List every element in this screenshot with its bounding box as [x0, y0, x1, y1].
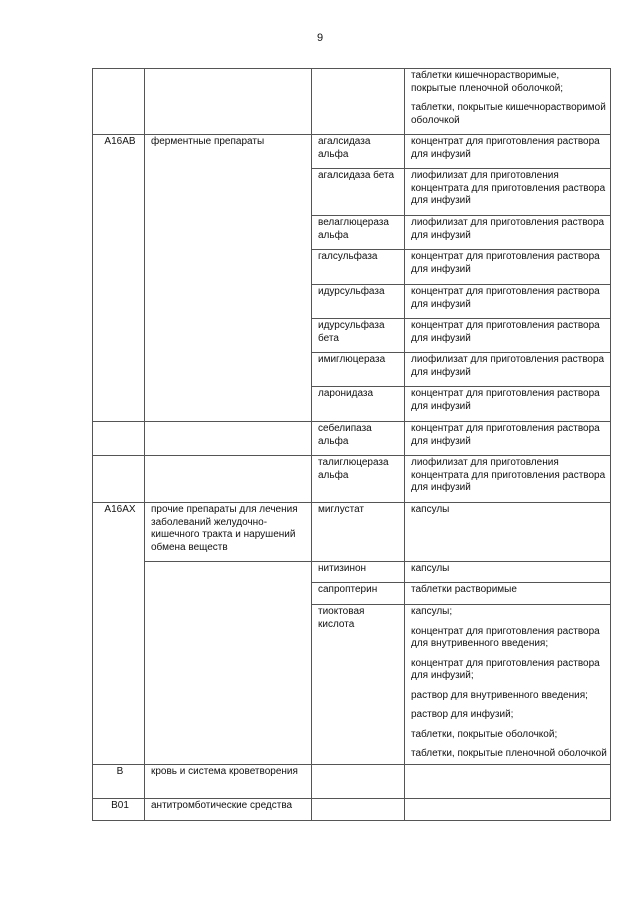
- dosage-form: капсулы: [411, 563, 450, 574]
- drug-table: [92, 68, 611, 821]
- dosage-form: капсулы: [411, 504, 450, 515]
- drug-cell: [312, 798, 405, 820]
- group-cell: антитромботические средства: [145, 798, 312, 820]
- drug-cell: имиглюцераза: [312, 353, 405, 387]
- dosage-forms-cell: [405, 135, 611, 169]
- drug-cell: тиоктовая кислота: [312, 605, 405, 765]
- dosage-form: таблетки, покрытые пленочной оболочкой: [411, 748, 607, 759]
- dosage-form: концентрат для приготовления раствора для инфузий: [411, 423, 600, 447]
- group-cell: ферментные препараты: [145, 135, 312, 422]
- dosage-form: лиофилизат для приготовления раствора для инфузий: [411, 217, 605, 241]
- table-row: [93, 456, 611, 503]
- drug-cell: миглустат: [312, 503, 405, 562]
- dosage-form: таблетки растворимые: [411, 584, 517, 595]
- drug-cell: нитизинон: [312, 562, 405, 583]
- dosage-form: раствор для внутривенного введения;: [411, 689, 588, 701]
- group-cell: [145, 456, 312, 503]
- atc-code-cell: [93, 456, 145, 503]
- drug-cell: агалсидаза бета: [312, 169, 405, 216]
- atc-code-cell: [93, 69, 145, 135]
- drug-cell: ларонидаза: [312, 387, 405, 422]
- dosage-forms-cell: [405, 456, 611, 503]
- dosage-form: таблетки, покрытые кишечнорастворимой оболочкой: [411, 102, 606, 126]
- dosage-form: концентрат для приготовления раствора для инфузий: [411, 286, 600, 310]
- dosage-forms-cell: [405, 69, 611, 135]
- group-cell: кровь и система кроветворения: [145, 764, 312, 798]
- dosage-form: таблетки, покрытые оболочкой;: [411, 728, 558, 740]
- dosage-form: лиофилизат для приготовления концентрата для приготовления раствора для инфузий: [411, 170, 606, 206]
- table-row: [93, 503, 611, 562]
- drug-cell: агалсидаза альфа: [312, 135, 405, 169]
- table-row: [93, 764, 611, 798]
- dosage-form: лиофилизат для приготовления раствора для инфузий: [411, 354, 605, 378]
- dosage-form: концентрат для приготовления раствора для инфузий: [411, 251, 600, 275]
- table-row: [93, 69, 611, 135]
- drug-cell: галсульфаза: [312, 250, 405, 285]
- group-cell: прочие препараты для лечения заболеваний желудочно-кишечного тракта и нарушений обмена веществ: [145, 503, 312, 562]
- dosage-forms-cell: [405, 583, 611, 605]
- page-number: 9: [316, 32, 324, 44]
- atc-code-cell: B01: [93, 798, 145, 820]
- dosage-form: таблетки кишечнорастворимые, покрытые пленочной оболочкой;: [411, 70, 564, 94]
- drug-cell: [312, 764, 405, 798]
- group-cell: [145, 422, 312, 456]
- dosage-forms-cell: [405, 319, 611, 353]
- dosage-forms-cell: [405, 285, 611, 319]
- drug-cell: идурсульфаза бета: [312, 319, 405, 353]
- drug-cell: талиглюцераза альфа: [312, 456, 405, 503]
- group-cell: [145, 69, 312, 135]
- dosage-forms-cell: [405, 169, 611, 216]
- dosage-forms-cell: [405, 562, 611, 583]
- table-row: [93, 798, 611, 820]
- dosage-forms-cell: [405, 798, 611, 820]
- drug-cell: себелипаза альфа: [312, 422, 405, 456]
- dosage-forms-cell: [405, 250, 611, 285]
- dosage-form: концентрат для приготовления раствора для инфузий;: [411, 657, 600, 681]
- table-row: [93, 422, 611, 456]
- atc-code-cell: [93, 422, 145, 456]
- drug-cell: сапроптерин: [312, 583, 405, 605]
- dosage-forms-cell: [405, 764, 611, 798]
- atc-code-cell: A16AX: [93, 503, 145, 765]
- dosage-form: лиофилизат для приготовления концентрата для приготовления раствора для инфузий: [411, 457, 606, 493]
- dosage-form: концентрат для приготовления раствора для инфузий: [411, 388, 600, 412]
- dosage-form: концентрат для приготовления раствора для инфузий: [411, 136, 600, 160]
- dosage-forms-cell: [405, 503, 611, 562]
- atc-code-cell: B: [93, 764, 145, 798]
- group-cell: [145, 562, 312, 765]
- dosage-form: раствор для инфузий;: [411, 709, 514, 720]
- dosage-form: концентрат для приготовления раствора для внутривенного введения;: [411, 625, 600, 649]
- table-row: [93, 135, 611, 169]
- dosage-form: концентрат для приготовления раствора для инфузий: [411, 320, 600, 344]
- dosage-forms-cell: [405, 605, 611, 765]
- dosage-form: капсулы;: [411, 606, 453, 617]
- dosage-forms-cell: [405, 387, 611, 422]
- dosage-forms-cell: [405, 216, 611, 250]
- drug-cell: велаглюцераза альфа: [312, 216, 405, 250]
- dosage-forms-cell: [405, 353, 611, 387]
- drug-cell: [312, 69, 405, 135]
- drug-cell: идурсульфаза: [312, 285, 405, 319]
- dosage-forms-cell: [405, 422, 611, 456]
- table-row: [93, 562, 611, 583]
- atc-code-cell: A16AB: [93, 135, 145, 422]
